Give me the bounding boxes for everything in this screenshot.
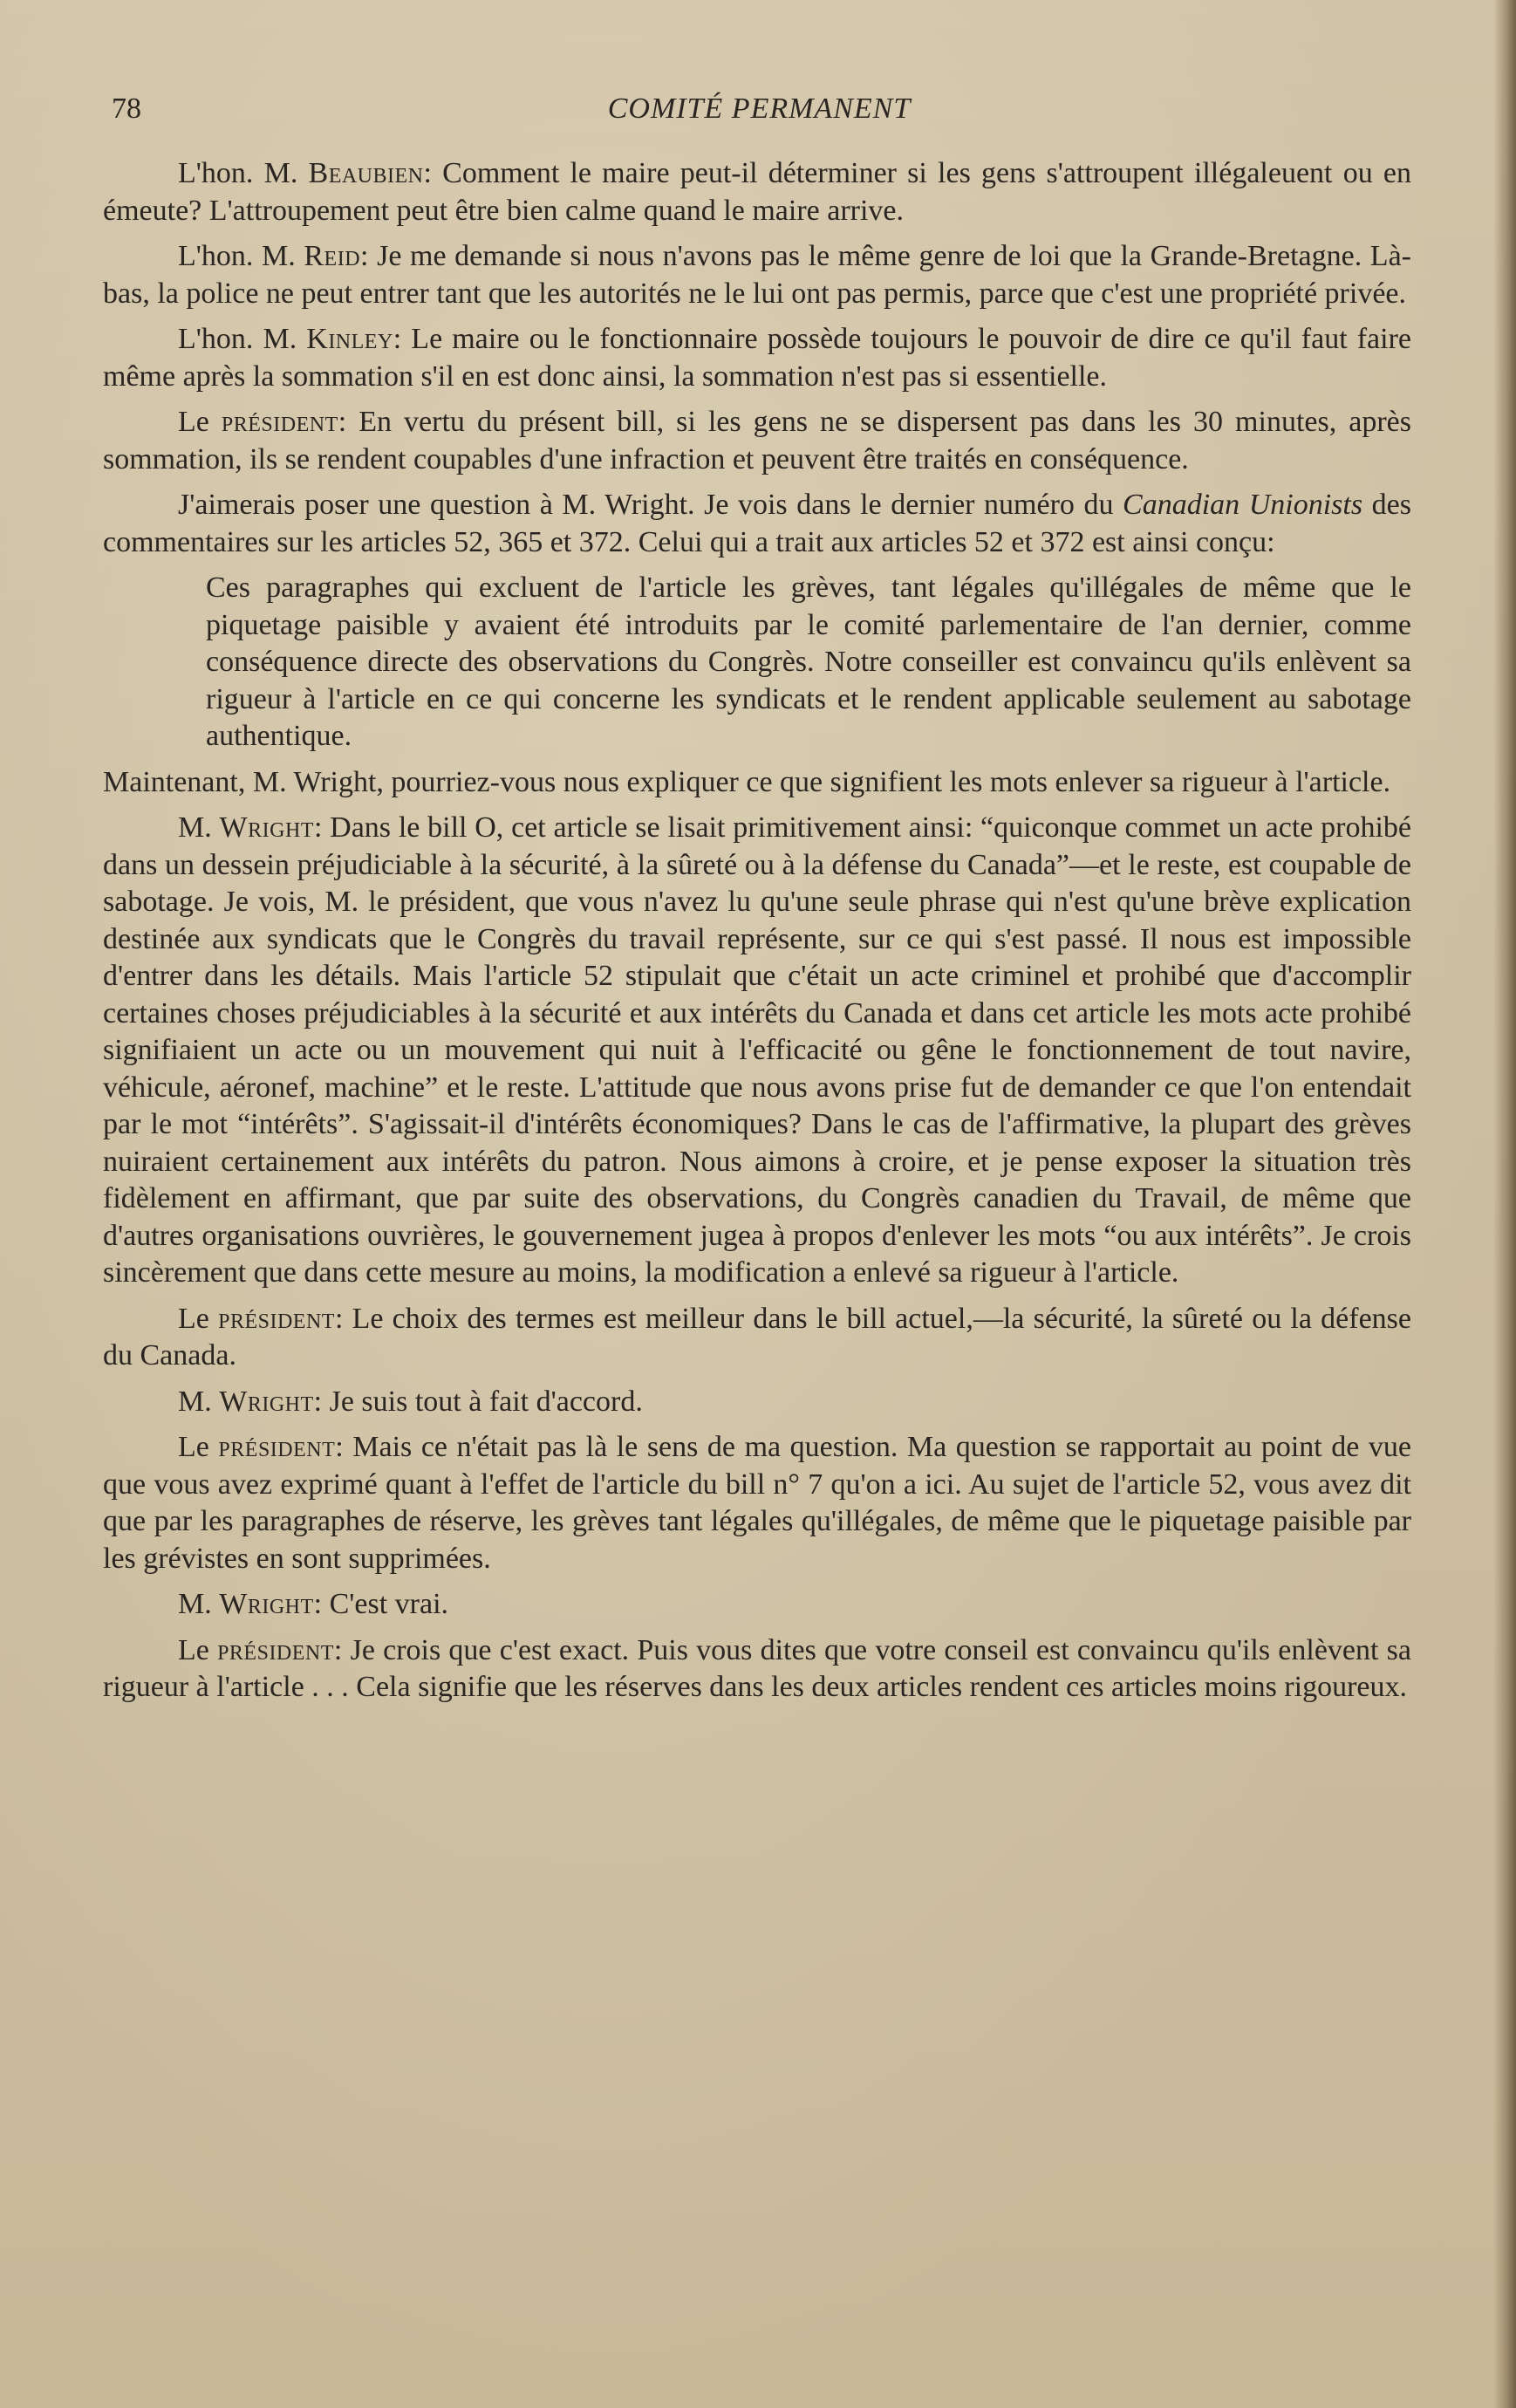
speaker-prefix: L'hon. M. — [178, 157, 309, 189]
speech-text: : Je me demande si nous n'avons pas le même genre de loi que la Grande-Bretagne. Là-bas, la police ne peut entrer tant que les autorités ne le lui ont pas permis, parce que c'est une propriété privée. — [103, 240, 1411, 310]
paragraph-president-2 — [103, 1301, 1411, 1375]
speech-text: : C'est vrai. — [313, 1588, 449, 1620]
speaker-name: président — [221, 406, 338, 438]
speech-text: : Le choix des termes est meilleur dans le bill actuel,—la sécurité, la sûreté ou la défense du Canada. — [103, 1302, 1412, 1372]
speaker-prefix: Le — [178, 406, 222, 438]
speaker-name: Wright — [219, 1385, 314, 1418]
block-quote — [103, 570, 1411, 756]
running-head — [112, 87, 1407, 131]
paragraph-maintenant: Maintenant, M. Wright, pourriez-vous nous expliquer ce que signifient les mots enlever sa rigueur à l'article. — [103, 765, 1391, 798]
running-title: COMITÉ PERMANENT — [607, 92, 912, 125]
text-after-italic: des commentaires sur les articles 52, 365 et 372. Celui qui a trait aux articles 52 et 372 est ainsi conçu: — [103, 489, 1411, 558]
paragraph-reid — [103, 238, 1411, 312]
speech-text: : Je crois que c'est exact. Puis vous dites que votre conseil est convaincu qu'ils enlèvent sa rigueur à l'article . . . Cela signifie que les réserves dans les deux articles rendent ces articles moins rigoureux. — [103, 1633, 1412, 1703]
text-before-italic: J'aimerais poser une question à M. Wright. Je vois dans le dernier numéro du — [178, 489, 1123, 521]
page-edge-shadow — [1493, 0, 1516, 2408]
paragraph-wright-1 — [103, 810, 1411, 1292]
paragraph-president-4 — [103, 1632, 1411, 1707]
paragraph-president-3 — [103, 1429, 1411, 1577]
paragraph-beaubien — [103, 155, 1411, 229]
speaker-name: Beaubien — [308, 157, 424, 189]
speaker-prefix: Le — [178, 1633, 218, 1666]
speech-text: : Le maire ou le fonctionnaire possède toujours le pouvoir de dire ce qu'il faut faire même après la sommation s'il en est donc ainsi, la sommation n'est pas si essentielle. — [103, 323, 1411, 393]
speech-text: : Comment le maire peut-il déterminer si les gens s'attroupent illégaleuent ou en émeute? L'attroupement peut être bien calme quand le maire arrive. — [103, 157, 1411, 227]
speaker-prefix: Le — [178, 1302, 219, 1335]
speaker-name: président — [217, 1633, 334, 1666]
speaker-name: président — [218, 1302, 335, 1335]
speaker-prefix: M. — [178, 1588, 220, 1620]
paragraph-question — [103, 487, 1411, 561]
body-text — [103, 155, 1411, 1715]
page-number: 78 — [112, 92, 141, 125]
speech-text: : Je suis tout à fait d'accord. — [313, 1385, 643, 1418]
paragraph-wright-2 — [103, 1384, 1411, 1421]
speaker-name: Wright — [219, 811, 314, 844]
speech-text: : Dans le bill O, cet article se lisait primitivement ainsi: “quiconque commet un acte prohibé dans un dessein préjudiciable à la sécurité, à la sûreté ou à la défense du Canada”—et le reste, est coupable de sabotage. Je vois, M. le président, que vous n'avez lu qu'une seule phrase qui n'est qu'une brève explication destinée aux syndicats que le Congrès du travail représente, sur ce qui s'est passé. Il nous est impossible d'entrer dans les détails. Mais l'article 52 stipulait que c'était un acte criminel et prohibé que d'accomplir certaines choses préjudiciables à la sécurité et aux intérêts du Canada et dans cet article les mots acte prohibé signifiaient un acte ou un mouvement qui nuit à l'efficacité ou gêne le fonctionnement de tout navire, véhicule, aéronef, machine” et le reste. L'attitude que nous avons prise fut de demander ce que l'on entendait par le mot “intérêts”. S'agissait-il d'intérêts économiques? Dans le cas de l'affirmative, la plupart des grèves nuiraient certainement aux intérêts du patron. Nous aimons à croire, et je pense exposer la situation très fidèlement en affirmant, que par suite des observations, du Congrès canadien du Travail, de même que d'autres organisations ouvrières, le gouvernement jugea à propos d'enlever les mots “ou aux intérêts”. Je crois sincèrement que dans cette mesure au moins, la modification a enlevé sa rigueur à l'article. — [103, 811, 1411, 1289]
paragraph-wright-3 — [103, 1586, 1411, 1624]
paragraph-kinley — [103, 321, 1411, 395]
speaker-prefix: L'hon. M. — [178, 240, 304, 272]
speaker-name: président — [218, 1431, 336, 1463]
speech-text: : Mais ce n'était pas là le sens de ma question. Ma question se rapportait au point de vue que vous avez exprimé quant à l'effet de l'article du bill n° 7 qu'on a ici. Au sujet de l'article 52, vous avez dit que par les paragraphes de réserve, les grèves tant légales qu'illégales, de même que le piquetage paisible par les grévistes en sont supprimées. — [103, 1431, 1411, 1575]
speaker-name: Kinley — [306, 323, 393, 355]
speaker-prefix: M. — [178, 1385, 220, 1418]
speaker-prefix: Le — [178, 1431, 219, 1463]
speech-text: : En vertu du présent bill, si les gens ne se dispersent pas dans les 30 minutes, après sommation, ils se rendent coupables d'une infraction et peuvent être traités en conséquence. — [103, 406, 1411, 475]
speaker-prefix: L'hon. M. — [178, 323, 307, 355]
speaker-name: Reid — [304, 240, 361, 272]
quote-text: Ces paragraphes qui excluent de l'article les grèves, tant légales qu'illégales de même que le piquetage paisible y avaient été introduits par le comité parlementaire de l'an dernier, comme conséquence directe des observations du Congrès. Notre conseiller est convaincu qu'ils enlèvent sa rigueur à l'article en ce qui concerne les syndicats et le rendent applicable seulement au sabotage authentique. — [206, 571, 1411, 752]
publication-title: Canadian Unionists — [1123, 489, 1363, 521]
speaker-name: Wright — [219, 1588, 314, 1620]
paragraph-president-1 — [103, 404, 1411, 478]
speaker-prefix: M. — [178, 811, 220, 844]
